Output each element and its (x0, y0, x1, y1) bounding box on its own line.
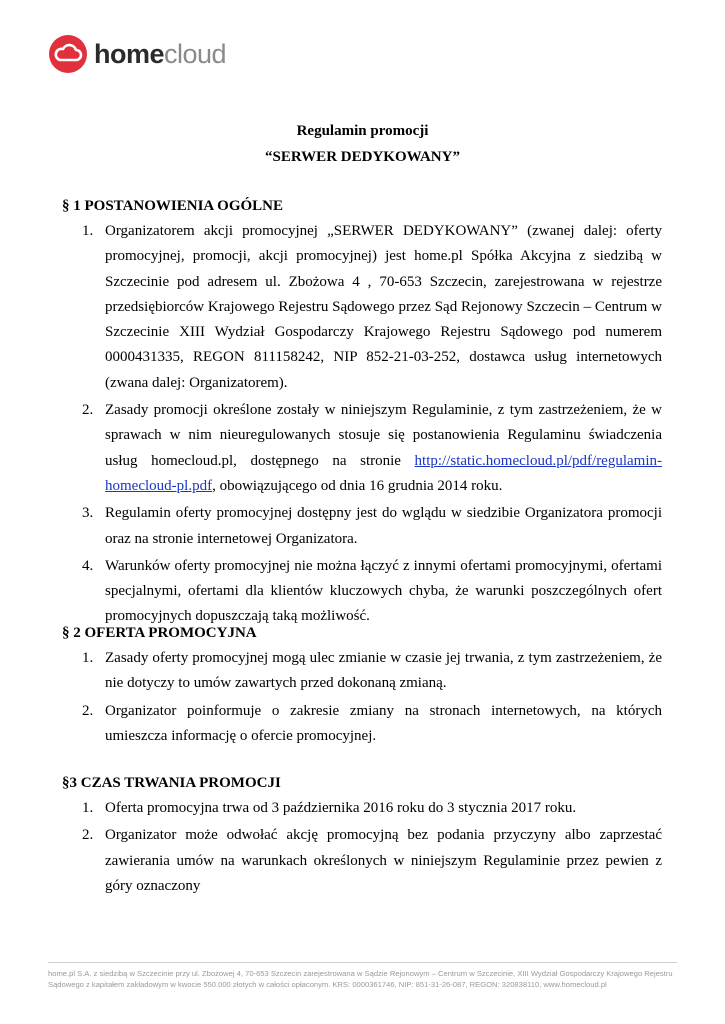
page-footer (48, 968, 678, 990)
brand-home: home (94, 38, 165, 69)
brand-wordmark (94, 38, 227, 69)
list-item (62, 646, 662, 697)
title-line-1: Regulamin promocji (296, 123, 429, 139)
list-item (62, 398, 662, 499)
brand-cloud: cloud (164, 38, 227, 69)
item-text: Regulamin oferty promocyjnej dostępny jest do wglądu w siedzibie Organizatora promocji oraz na stronie internetowej Organizatora. (105, 505, 662, 547)
item-number: 4. (82, 557, 94, 574)
item-text: Organizator poinformuje o zakresie zmiany na stronach internetowych, na których umieszcza informację o ofercie promocyjnej. (105, 702, 662, 744)
document-title (0, 118, 725, 170)
item-text: Warunków oferty promocyjnej nie można łączyć z innymi ofertami promocyjnymi, ofertami specjalnymi, ofertami dla klientów kluczowych chyba, że warunki poszczególnych ofert promocyjnych dopuszczają taką możliwość. (105, 557, 662, 625)
list-item (62, 823, 662, 899)
item-number: 1. (82, 223, 94, 239)
item-number: 2. (82, 402, 94, 419)
section-list (62, 219, 662, 630)
list-item (62, 501, 662, 552)
item-text: Organizator może odwołać akcję promocyjną bez podania przyczyny albo zaprzestać zawierania umów na warunkach określonych w niniejszym Regulaminie przez pewien z góry oznaczony (105, 827, 662, 894)
item-number: 3. (82, 505, 94, 522)
footer-line-2: Sądowego z kapitałem zakładowym w kwocie 550.000 złotych w całości opłaconym. KRS: 0000361746, NIP: 851-31-26-087, REGON: 320838110, www.homecloud.pl (48, 980, 607, 989)
section-1 (62, 193, 662, 632)
list-item (62, 219, 662, 396)
item-number: 1. (82, 800, 94, 816)
item-text: Zasady oferty promocyjnej mogą ulec zmianie w czasie jej trwania, z tym zastrzeżeniem, że nie dotyczy to umów zawartych przed dokonaną zmianą. (105, 650, 662, 692)
section-heading: § 2 OFERTA PROMOCYJNA (62, 625, 257, 641)
item-text: Zasady promocji określone zostały w niniejszym Regulaminie, z tym zastrzeżeniem, że w sprawach w nim nieuregulowanych stosuje się postanowienia Regulaminu świadczenia usług homecloud.pl, dostępnego na stronie (105, 402, 662, 469)
footer-line-1: home.pl S.A. z siedzibą w Szczecinie przy ul. Zbożowej 4, 70-653 Szczecin zarejestrowana w Sądzie Rejonowym – Centrum w Szczecinie, XIII Wydział Gospodarczy Krajowego Rejestru (48, 969, 673, 978)
item-number: 2. (82, 827, 94, 844)
section-list (62, 796, 662, 899)
title-line-2: “SERWER DEDYKOWANY” (265, 149, 460, 165)
list-item (62, 796, 662, 821)
footer-divider (48, 962, 677, 963)
item-text-after: , obowiązującego od dnia 16 grudnia 2014 roku. (212, 477, 503, 494)
section-list (62, 646, 662, 749)
list-item (62, 699, 662, 750)
cloud-icon (48, 34, 88, 74)
homecloud-logo (48, 34, 226, 74)
item-text: Organizatorem akcji promocyjnej „SERWER DEDYKOWANY” (zwanej dalej: oferty promocyjnej, promocji, akcji promocyjnej) jest home.pl Spółka Akcyjna z siedzibą w Szczecinie pod adresem ul. Zbożowa 4 , 70-653 Szczecin, zarejestrowana w rejestrze przedsiębiorców Krajowego Rejestru Sądowego przez Sąd Rejonowy Szczecin – Centrum w Szczecinie XIII Wydział Gospodarczy Krajowego Rejestru Sądowego pod numerem 0000431335, REGON 811158242, NIP 852-21-03-252, dostawca usług internetowych (zwana dalej: Organizatorem). (105, 223, 662, 391)
item-number: 1. (82, 650, 94, 666)
regulamin-link[interactable]: http://static.homecloud.pl/pdf/regulamin-homecloud-pl.pdf (105, 452, 662, 494)
section-heading: §3 CZAS TRWANIA PROMOCJI (62, 775, 281, 791)
section-2 (62, 620, 662, 751)
item-text: Oferta promocyjna trwa od 3 października 2016 roku do 3 stycznia 2017 roku. (105, 800, 577, 816)
list-item (62, 554, 662, 630)
section-heading: § 1 POSTANOWIENIA OGÓLNE (62, 198, 284, 214)
item-number: 2. (82, 702, 94, 719)
section-3 (62, 770, 662, 901)
